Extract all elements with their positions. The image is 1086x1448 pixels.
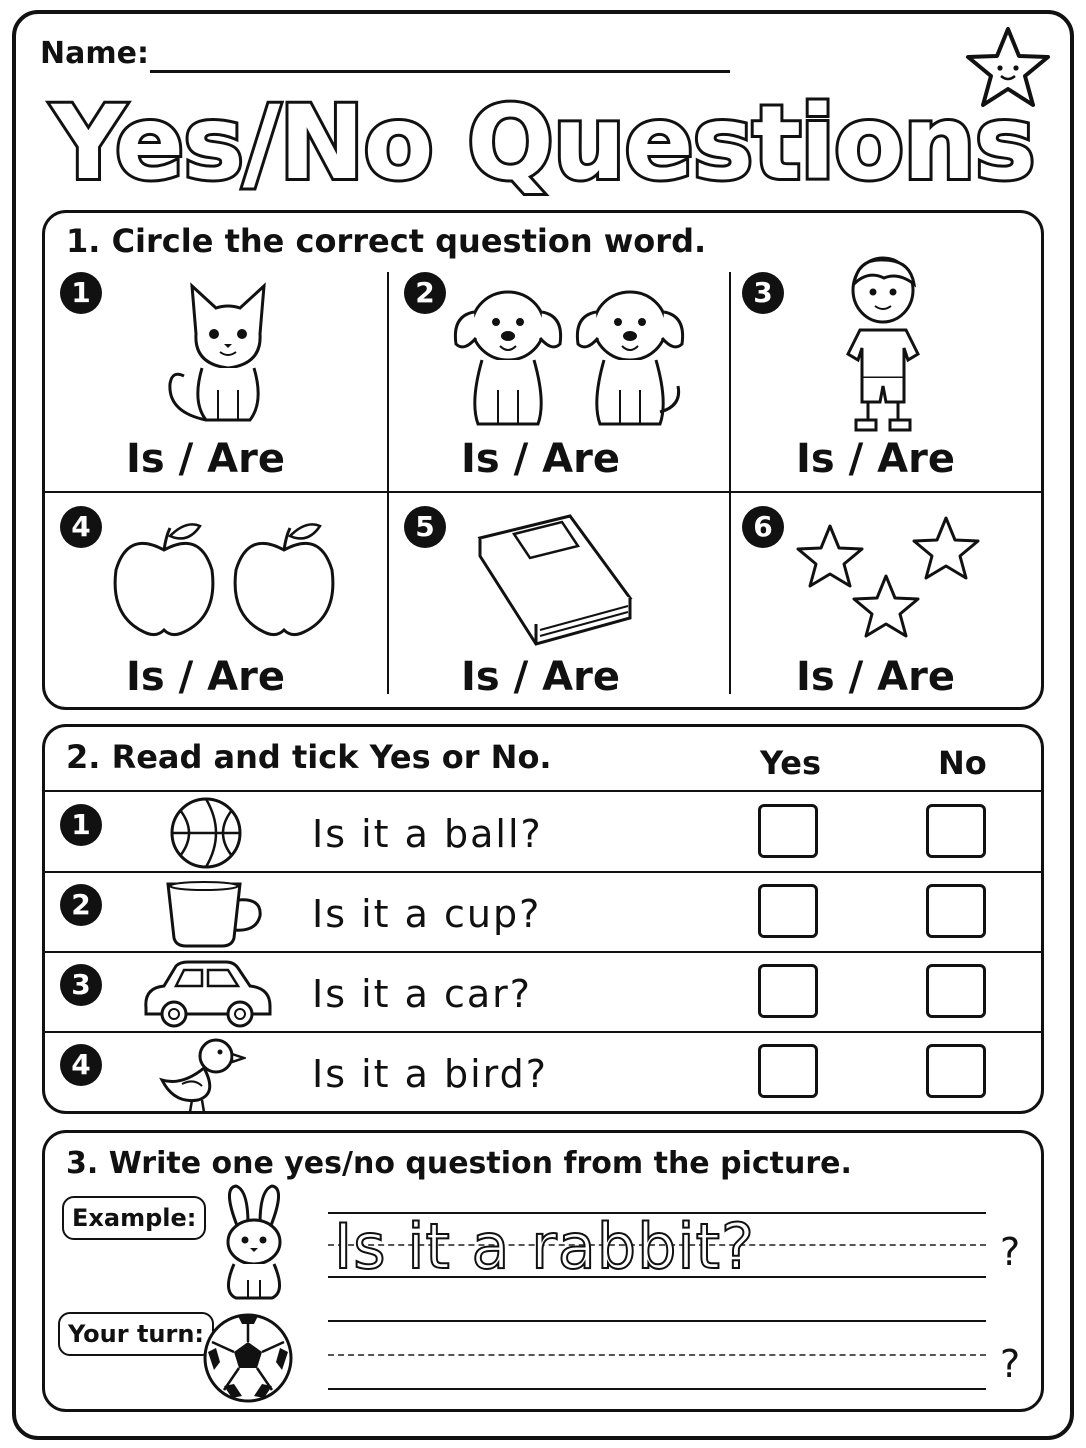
yes-checkbox[interactable] <box>758 884 818 938</box>
page-title: Yes/No Questions <box>51 84 1035 203</box>
no-checkbox[interactable] <box>926 1044 986 1098</box>
row-divider <box>44 951 1042 953</box>
is-are-choice[interactable]: Is / Are <box>126 654 285 700</box>
yes-checkbox[interactable] <box>758 1044 818 1098</box>
row-number-badge: 2 <box>60 884 102 926</box>
section-2-heading: 2. Read and tick Yes or No. <box>66 738 552 776</box>
example-label: Example: <box>62 1196 206 1240</box>
name-label: Name: <box>40 36 149 71</box>
no-column-header: No <box>938 744 987 782</box>
question-text: Is it a cup? <box>312 892 542 936</box>
item-number-badge: 2 <box>404 272 446 314</box>
item-number-badge: 5 <box>404 506 446 548</box>
question-mark: ? <box>1000 1342 1021 1386</box>
is-are-choice[interactable]: Is / Are <box>796 436 955 482</box>
row-number-badge: 3 <box>60 964 102 1006</box>
is-are-choice[interactable]: Is / Are <box>796 654 955 700</box>
item-number-badge: 3 <box>742 272 784 314</box>
no-checkbox[interactable] <box>926 804 986 858</box>
yes-checkbox[interactable] <box>758 804 818 858</box>
grid-divider <box>387 272 389 694</box>
yes-column-header: Yes <box>760 744 821 782</box>
writing-line-top <box>328 1320 986 1322</box>
question-mark: ? <box>1000 1230 1021 1274</box>
name-write-line[interactable] <box>150 70 730 73</box>
car-icon <box>140 958 274 1032</box>
grid-divider <box>44 491 1042 493</box>
rabbit-icon <box>212 1184 296 1302</box>
grid-divider <box>729 272 731 694</box>
is-are-choice[interactable]: Is / Are <box>461 654 620 700</box>
boy-icon <box>838 254 928 434</box>
row-divider <box>44 871 1042 873</box>
row-number-badge: 4 <box>60 1044 102 1086</box>
is-are-choice[interactable]: Is / Are <box>461 436 620 482</box>
row-divider <box>44 790 1042 792</box>
two-apples-icon <box>108 520 340 640</box>
two-dogs-icon <box>448 282 693 428</box>
item-number-badge: 1 <box>60 272 102 314</box>
writing-line-base <box>328 1388 986 1390</box>
bird-icon <box>158 1034 246 1114</box>
item-number-badge: 6 <box>742 506 784 548</box>
soccer-ball-icon <box>202 1312 294 1404</box>
ball-icon <box>168 796 244 870</box>
three-stars-icon <box>790 514 986 646</box>
cup-icon <box>164 878 264 950</box>
row-number-badge: 1 <box>60 804 102 846</box>
cat-icon <box>158 272 288 424</box>
no-checkbox[interactable] <box>926 884 986 938</box>
item-number-badge: 4 <box>60 506 102 548</box>
yes-checkbox[interactable] <box>758 964 818 1018</box>
section-1-heading: 1. Circle the correct question word. <box>66 222 707 260</box>
question-text: Is it a bird? <box>312 1052 548 1096</box>
example-traced-question: Is it a rabbit? <box>334 1210 755 1283</box>
is-are-choice[interactable]: Is / Are <box>126 436 285 482</box>
your-turn-label: Your turn: <box>58 1312 214 1356</box>
writing-line-mid[interactable] <box>328 1354 986 1356</box>
book-icon <box>474 512 636 650</box>
section-3-heading: 3. Write one yes/no question from the picture. <box>66 1146 852 1181</box>
question-text: Is it a ball? <box>312 812 543 856</box>
no-checkbox[interactable] <box>926 964 986 1018</box>
question-text: Is it a car? <box>312 972 532 1016</box>
